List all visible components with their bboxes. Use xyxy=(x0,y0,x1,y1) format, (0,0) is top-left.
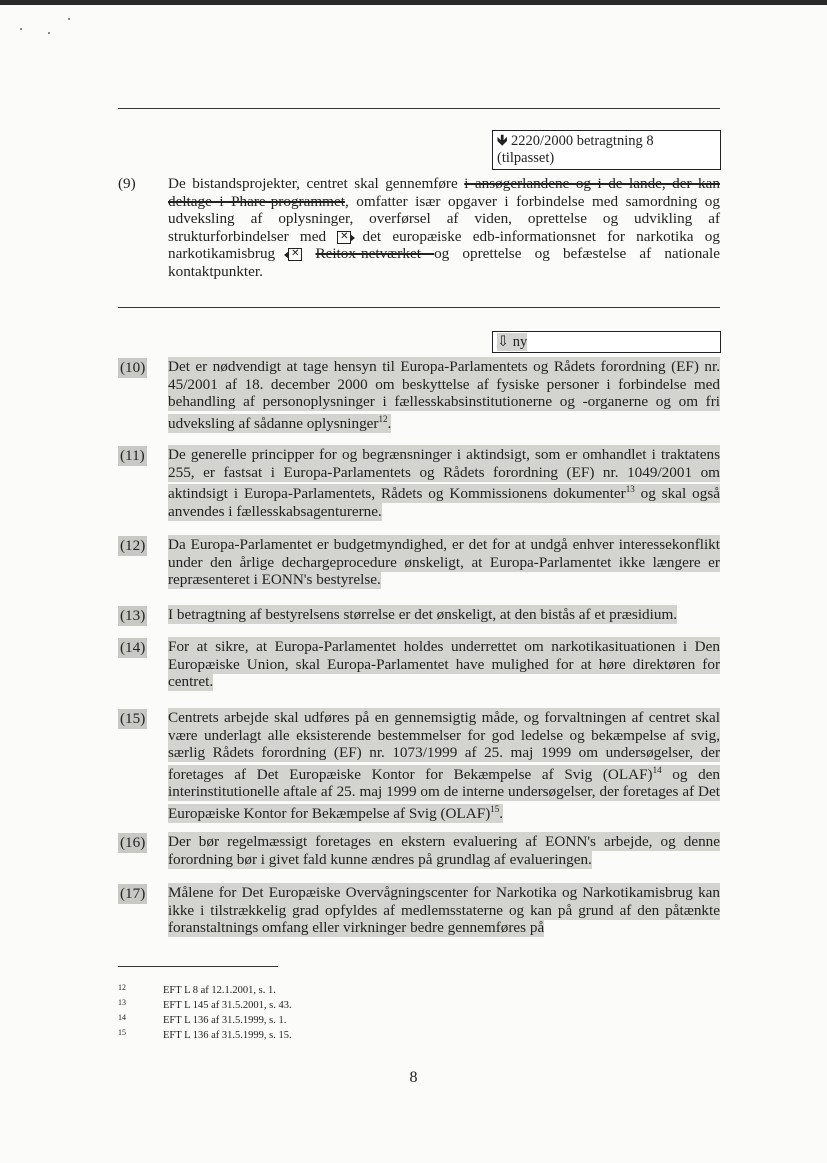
footnote-number: 14 xyxy=(118,1013,126,1022)
recital-text: Målene for Det Europæiske Overvågningscenter for Narkotika og Narkotikamisbrug kan ikke i tilstrækkelig grad opfyldes af medlemsstaterne og kan på grund af den påtænkte foranstaltnings omfang eller virkninger bedre gennemføres på xyxy=(168,884,720,936)
recital-text: , omfatter især opgaver i forbindelse med samordning og udveksling af oplysninger, overførsel af viden, oprettelse og udvikling af strukturforbindelser med xyxy=(168,192,720,245)
recital-text: . xyxy=(499,804,504,822)
page-number: 8 xyxy=(409,1069,418,1086)
recital-text: og skal også anvendes i fællesskabsagenturerne. xyxy=(168,485,720,520)
recital-text: og oprettelse og befæstelse af nationale kontaktpunkter. xyxy=(168,245,721,280)
recital-number: (16) xyxy=(120,834,146,851)
recital-text: og den interinstitutionelle aftale af 25. maj 1999 om de interne undersøgelser, der foretages af Det Europæiske Kontor for Bekæmpelse af Svig (OLAF) xyxy=(168,765,720,822)
reference-box-2220-2000 xyxy=(492,130,721,170)
recital-number: (17) xyxy=(120,885,146,902)
recital-9 xyxy=(118,175,720,280)
recital-text: Det er nødvendigt at tage hensyn til Europa-Parlamentets og Rådets forordning (EF) nr. 45/2001 af 18. december 2000 om beskyttelse af fysiske personer i forbindelse med behandling af personoplysninger i fællesskabsinstitutionerne og -organerne og om fri udveksling af sådanne oplysninger xyxy=(168,358,720,432)
down-arrow-icon: 🡻 xyxy=(497,133,508,149)
scan-speck xyxy=(48,32,50,34)
recital-number: (13) xyxy=(120,607,146,624)
recital-15 xyxy=(118,709,720,822)
recital-text: For at sikre, at Europa-Parlamentet holdes underrettet om narkotikasituationen i Den Europæiske Union, skal Europa-Parlamentet have mulighed for at høre direktøren for centret. xyxy=(168,638,720,690)
scan-speck xyxy=(68,18,70,20)
reference-box-new xyxy=(492,331,721,353)
recital-number: (12) xyxy=(120,537,146,554)
footnote-number: 13 xyxy=(118,998,126,1007)
recital-text: De bistandsprojekter, centret skal gennemføre xyxy=(168,175,465,192)
footnote-ref: 15 xyxy=(490,803,500,814)
recital-number: (9) xyxy=(118,175,136,192)
recital-number: (11) xyxy=(120,447,145,464)
recital-number: (15) xyxy=(120,710,146,727)
footnote-text: EFT L 136 af 31.5.1999, s. 15. xyxy=(163,1030,292,1041)
recital-text: Da Europa-Parlamentet er budgetmyndighed, er det for at undgå enhver interessekonflikt under den årlige dechargeprocedure ønskeligt, at Europa-Parlamentet ikke længere er repræsenteret i EONN's bestyrelse. xyxy=(168,536,720,588)
recital-number: (10) xyxy=(120,359,146,376)
section-divider xyxy=(118,307,720,308)
footnote-number: 15 xyxy=(118,1028,126,1037)
reference-label: ny xyxy=(512,334,528,350)
footnote-15 xyxy=(118,1029,292,1043)
footnote-ref: 14 xyxy=(652,764,662,775)
recital-12 xyxy=(118,536,720,589)
recital-11 xyxy=(118,446,720,520)
scan-top-edge xyxy=(0,0,827,5)
recital-text: De generelle principper for og begrænsninger i aktindsigt, som er omhandlet i traktatens 255, er fastsat i Europa-Parlamentets og Rådets forordning (EF) nr. 1049/2001 om aktindsigt i Europa-Parlamentets, Rådets og Kommissionens dokumenter xyxy=(168,446,720,503)
reference-line-2: (tilpasset) xyxy=(497,150,555,166)
footnote-13 xyxy=(118,999,292,1013)
down-arrow-outline-icon: ⇩ xyxy=(497,334,510,350)
footnote-text: EFT L 8 af 12.1.2001, s. 1. xyxy=(163,985,276,996)
recital-number: (14) xyxy=(120,639,146,656)
recital-17 xyxy=(118,884,720,937)
recital-text: Centrets arbejde skal udføres på en gennemsigtig måde, og forvaltningen af centret skal være underlagt alle eksisterende bestemmelser for god ledelse og bekæmpelse af svig, særlig Rådets forordning (EF) nr. 1073/1999 af 25. maj 1999 om undersøgelser, der foretages af Det Europæiske Kontor for Bekæmpelse af Svig (OLAF) xyxy=(168,709,720,783)
recital-text: I betragtning af bestyrelsens størrelse er det ønskeligt, at den bistås af et præsidium. xyxy=(168,606,678,623)
insertion-start-icon: ✕ xyxy=(337,231,351,244)
footnote-text: EFT L 136 af 31.5.1999, s. 1. xyxy=(163,1015,287,1026)
recital-10 xyxy=(118,358,720,432)
insertion-end-icon: ✕ xyxy=(288,248,302,261)
scan-speck xyxy=(20,28,22,30)
recital-text: . xyxy=(387,414,392,432)
recital-16 xyxy=(118,833,720,868)
reference-line-1: 2220/2000 betragtning 8 xyxy=(511,133,654,149)
recital-13 xyxy=(118,606,720,624)
deleted-text: i ansøgerlandene og i de lande, der kan deltage i Phare-programmet xyxy=(168,175,720,210)
footnote-14 xyxy=(118,1014,286,1028)
recital-text: Der bør regelmæssigt foretages en ekstern evaluering af EONN's arbejde, og denne forordning bør i givet fald kunne ændres på grundlag af evalueringen. xyxy=(168,833,720,868)
footnote-text: EFT L 145 af 31.5.2001, s. 43. xyxy=(163,1000,292,1011)
section-divider xyxy=(118,108,720,109)
deleted-text: Reitox-netværket xyxy=(315,245,435,262)
recital-14 xyxy=(118,638,720,691)
footnote-number: 12 xyxy=(118,983,126,992)
footnote-ref: 13 xyxy=(625,484,635,494)
footnote-12 xyxy=(118,984,276,998)
recital-text: det europæiske edb-informationsnet for narkotika og narkotikamisbrug xyxy=(168,227,720,262)
footnote-ref: 12 xyxy=(378,413,388,424)
footnote-separator xyxy=(118,966,278,967)
